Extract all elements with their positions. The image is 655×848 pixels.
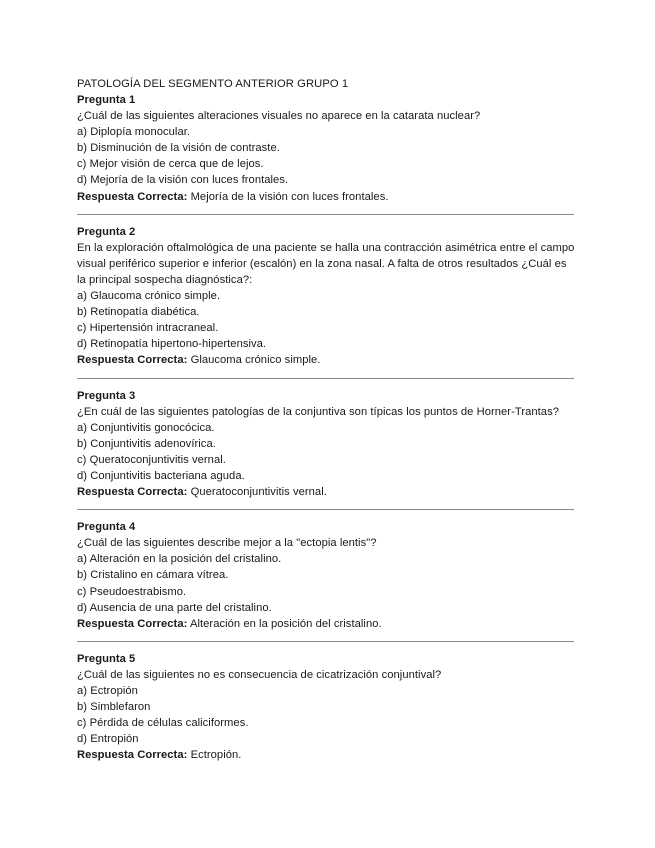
option-item: b) Retinopatía diabética. xyxy=(77,306,200,319)
option-item: c) Mejor visión de cerca que de lejos. xyxy=(77,158,264,171)
question-block xyxy=(77,224,577,369)
document-page xyxy=(77,76,577,763)
option-item: b) Simblefaron xyxy=(77,701,151,714)
option-item: c) Pseudoestrabismo. xyxy=(77,585,187,598)
answer-value: Ectropión. xyxy=(190,749,242,762)
option-item: a) Ectropión xyxy=(77,685,138,697)
correct-answer xyxy=(77,352,577,368)
section-divider xyxy=(77,378,574,379)
correct-answer xyxy=(77,484,577,500)
question-text: En la exploración oftalmológica de una paciente se halla una contracción asimétrica entre el campo visual periférico superior e inferior (escalón) en la zona nasal. A falta de otros resultados ¿Cuál es la principal sospecha diagnóstica?: xyxy=(77,241,575,286)
question-block xyxy=(77,92,577,205)
answer-label: Respuesta Correcta: xyxy=(77,749,188,762)
section-divider xyxy=(77,641,574,642)
question-heading: Pregunta 5 xyxy=(77,652,136,665)
option-list xyxy=(77,288,577,352)
option-item: b) Conjuntivitis adenovírica. xyxy=(77,437,216,450)
option-item: a) Alteración en la posición del cristalino. xyxy=(77,553,282,566)
option-item: a) Diplopía monocular. xyxy=(77,126,191,139)
option-item: c) Hipertensión intracraneal. xyxy=(77,322,219,335)
option-item: c) Pérdida de células caliciformes. xyxy=(77,717,249,730)
correct-answer xyxy=(77,616,577,632)
answer-label: Respuesta Correcta: xyxy=(77,617,188,630)
question-heading: Pregunta 3 xyxy=(77,389,136,402)
question-text: ¿Cuál de las siguientes describe mejor a la "ectopia lentis"? xyxy=(77,537,377,550)
correct-answer xyxy=(77,747,577,763)
question-text: ¿Cuál de las siguientes alteraciones visuales no aparece en la catarata nuclear? xyxy=(77,110,481,123)
question-text: ¿En cuál de las siguientes patologías de la conjuntiva son típicas los puntos de Horner-Trantas? xyxy=(77,405,559,418)
question-block xyxy=(77,519,577,632)
answer-value: Glaucoma crónico simple. xyxy=(190,354,321,367)
question-text: ¿Cuál de las siguientes no es consecuencia de cicatrización conjuntival? xyxy=(77,668,442,681)
option-item: a) Glaucoma crónico simple. xyxy=(77,290,221,303)
question-heading: Pregunta 4 xyxy=(77,521,136,534)
option-list xyxy=(77,683,577,747)
correct-answer xyxy=(77,189,577,205)
option-item: c) Queratoconjuntivitis vernal. xyxy=(77,453,226,466)
question-heading: Pregunta 2 xyxy=(77,225,136,238)
answer-value: Mejoría de la visión con luces frontales. xyxy=(190,190,389,203)
section-divider xyxy=(77,509,574,510)
answer-value: Alteración en la posición del cristalino. xyxy=(189,617,382,630)
question-block xyxy=(77,388,577,501)
option-list xyxy=(77,124,577,188)
option-item: d) Mejoría de la visión con luces frontales. xyxy=(77,174,289,187)
option-item: d) Ausencia de una parte del cristalino. xyxy=(77,601,272,614)
option-list xyxy=(77,551,577,615)
question-heading: Pregunta 1 xyxy=(77,94,136,106)
answer-label: Respuesta Correcta: xyxy=(77,354,188,367)
option-list xyxy=(77,420,577,484)
option-item: d) Retinopatía hipertono-hipertensiva. xyxy=(77,338,267,351)
answer-value: Queratoconjuntivitis vernal. xyxy=(190,486,327,499)
option-item: d) Entropión xyxy=(77,733,139,746)
option-item: a) Conjuntivitis gonocócica. xyxy=(77,421,215,434)
option-item: d) Conjuntivitis bacteriana aguda. xyxy=(77,469,245,482)
option-item: b) Cristalino en cámara vítrea. xyxy=(77,569,229,582)
section-divider xyxy=(77,214,574,215)
question-block xyxy=(77,651,577,764)
answer-label: Respuesta Correcta: xyxy=(77,486,188,499)
document-title: PATOLOGÍA DEL SEGMENTO ANTERIOR GRUPO 1 xyxy=(77,78,349,90)
option-item: b) Disminución de la visión de contraste. xyxy=(77,142,280,155)
answer-label: Respuesta Correcta: xyxy=(77,190,188,203)
